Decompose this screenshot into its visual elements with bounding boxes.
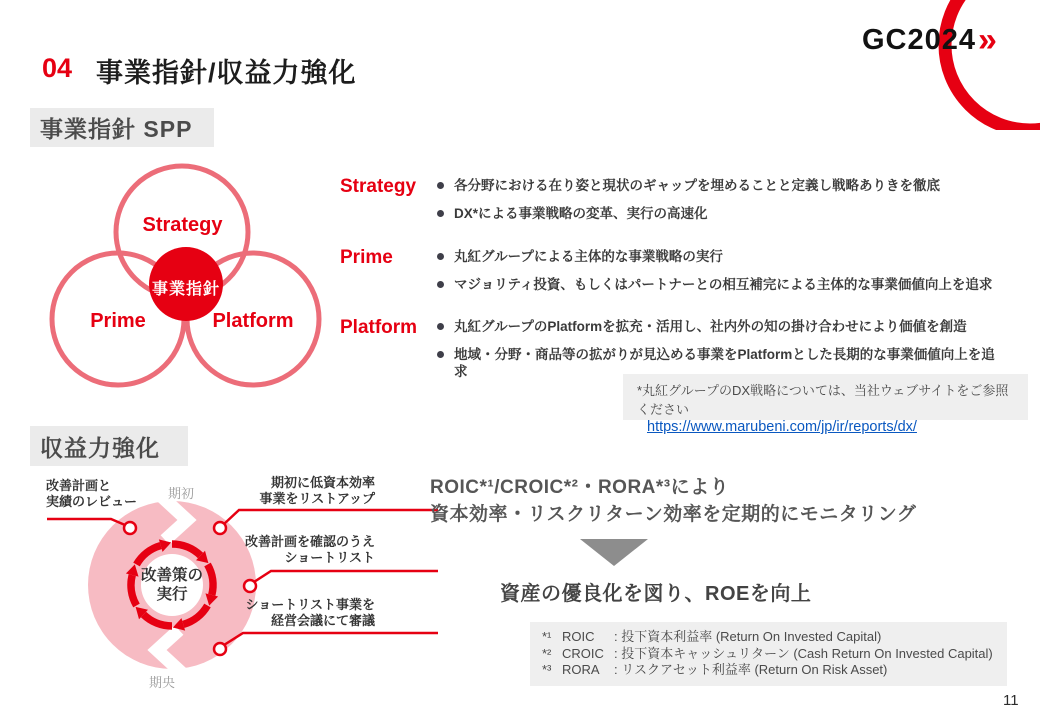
cycle-center-label xyxy=(122,566,222,604)
definitions-footnote-box xyxy=(530,622,1007,686)
bullet-dot-icon xyxy=(437,351,444,358)
group-label-platform: Platform xyxy=(340,317,418,338)
logo-wordmark: GC2024 xyxy=(862,24,977,56)
venn-label-strategy: Strategy xyxy=(142,214,223,236)
list-item xyxy=(437,205,997,222)
strategy-bullets xyxy=(437,177,997,233)
monitoring-statement xyxy=(430,474,916,528)
cycle-center-line2: 実行 xyxy=(156,586,188,603)
bullet-text: マジョリティ投資、もしくはパートナーとの相互補完による主体的な事業価値向上を追求 xyxy=(454,277,993,292)
list-item xyxy=(437,276,997,293)
bullet-text: 丸紅グループのPlatformを拡充・活用し、社内外の知の掛け合わせにより価値を創造 xyxy=(454,319,967,334)
page-title: 事業指針/収益力強化 xyxy=(96,58,357,88)
footnote-roic: *¹ ROIC : 投下資本利益率 (Return On Invested Capital) xyxy=(542,629,882,644)
bullet-dot-icon xyxy=(437,281,444,288)
bullet-text: 各分野における在り姿と現状のギャップを埋めることと定義し戦略ありきを徹底 xyxy=(454,178,940,193)
phase-label-mid: 期央 xyxy=(149,675,176,690)
spp-section-heading: 事業指針 SPP xyxy=(30,108,214,147)
double-chevron-icon: » xyxy=(978,21,998,59)
dx-footnote-text: *丸紅グループのDX戦略については、当社ウェブサイトをご参照ください xyxy=(637,383,1009,417)
phase-label-start: 期初 xyxy=(168,486,195,501)
result-statement: 資産の優良化を図り、ROEを向上 xyxy=(500,583,812,605)
callout-listup: 期初に低資本効率 事業をリストアップ xyxy=(259,475,375,506)
footnote-rora: *³ RORA : リスクアセット利益率 (Return On Risk Asset) xyxy=(542,662,888,677)
venn-center-label: 事業指針 xyxy=(151,281,220,298)
bullet-dot-icon xyxy=(437,323,444,330)
dx-report-link[interactable]: https://www.marubeni.com/jp/ir/reports/dx/ xyxy=(647,419,917,435)
dx-footnote-box xyxy=(623,374,1028,435)
bullet-dot-icon xyxy=(437,182,444,189)
callout-review: 改善計画と 実績のレビュー xyxy=(46,478,138,509)
bullet-text: 丸紅グループによる主体的な事業戦略の実行 xyxy=(454,249,723,264)
venn-diagram xyxy=(45,158,330,390)
list-item xyxy=(437,248,997,265)
group-label-strategy: Strategy xyxy=(340,176,417,197)
bullet-text: 地域・分野・商品等の拡がりが見込める事業をPlatformとした長期的な事業価値向上を追求 xyxy=(454,347,995,379)
list-item xyxy=(437,177,997,194)
callout-council: ショートリスト事業を 経営会議にて審議 xyxy=(245,597,375,628)
footnote-croic: *² CROIC : 投下資本キャッシュリターン (Cash Return On Invested Capital) xyxy=(542,645,993,661)
logo xyxy=(862,21,998,59)
cycle-center-line1: 改善策の xyxy=(140,567,203,584)
bullet-dot-icon xyxy=(437,210,444,217)
venn-label-prime: Prime xyxy=(90,310,146,332)
callout-shortlist: 改善計画を確認のうえ ショートリスト xyxy=(244,534,375,565)
profit-section-heading: 収益力強化 xyxy=(30,426,188,466)
group-label-prime: Prime xyxy=(340,247,393,268)
monitoring-line2: 資本効率・リスクリターン効率を定期的にモニタリング xyxy=(430,504,917,525)
logo-ring-icon xyxy=(860,0,1040,130)
prime-bullets xyxy=(437,248,997,304)
venn-label-platform: Platform xyxy=(212,310,294,332)
down-arrow-icon xyxy=(580,539,648,566)
section-number: 04 xyxy=(42,53,73,83)
bullet-text: DX*による事業戦略の変革、実行の高速化 xyxy=(454,206,708,221)
bullet-dot-icon xyxy=(437,253,444,260)
monitoring-line1: ROIC*¹/CROIC*²・RORA*³により xyxy=(430,477,730,498)
list-item xyxy=(437,318,997,335)
page-number: 11 xyxy=(1003,692,1019,709)
